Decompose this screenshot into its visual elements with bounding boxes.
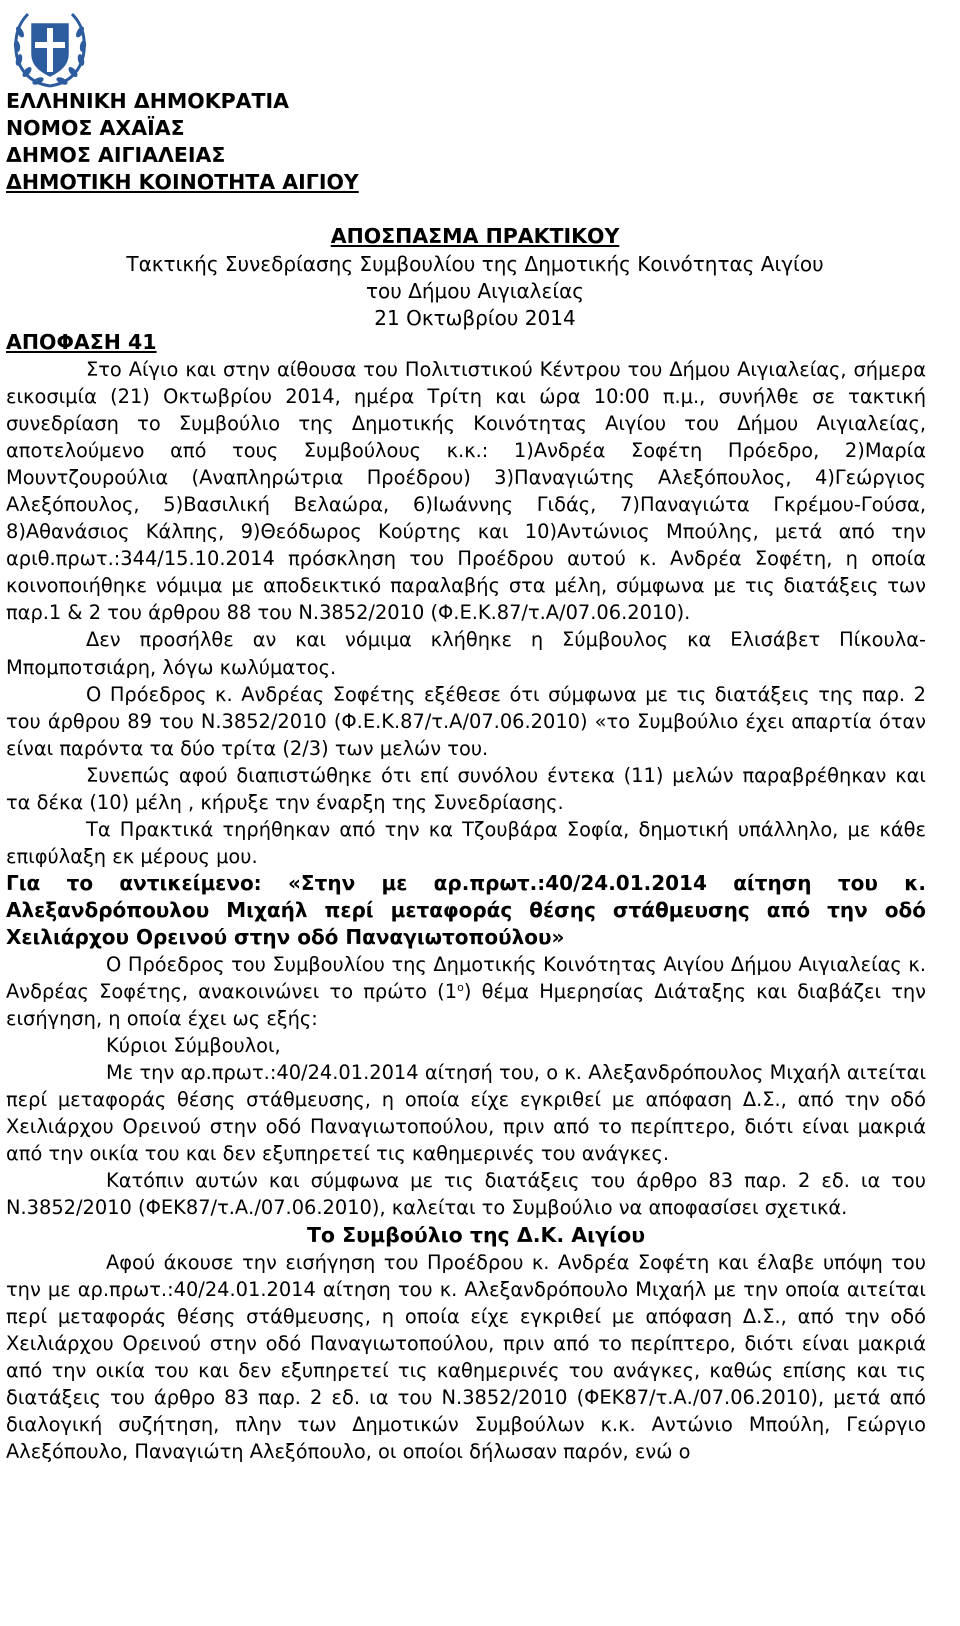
announcement-text-b: ) θέμα Ημερησίας Διάταξης και διαβάζει την εισήγηση, η οποία έχει ως εξής:: [6, 980, 927, 1031]
minutes-paragraph: Τα Πρακτικά τηρήθηκαν από την κα Τζουβάρα Σοφία, δημοτική υπάλληλο, με κάθε επιφύλαξη εκ μέρους μου.: [6, 817, 926, 868]
document-body: [6, 356, 926, 1465]
header-municipality: ΔΗΜΟΣ ΑΙΓΙΑΛΕΙΑΣ: [6, 143, 226, 167]
header-community: ΔΗΜΟΤΙΚΗ ΚΟΙΝΟΤΗΤΑ ΑΙΓΙΟΥ: [6, 170, 359, 194]
request-paragraph: Με την αρ.πρωτ.:40/24.01.2014 αίτησή του, ο κ. Αλεξανδρόπουλος Μιχαήλ αιτείται περί μεταφοράς θέσης στάθμευσης, η οποία είχε εγκριθεί με απόφαση Δ.Σ., από την οδό Χειλιάρχου Ορεινού στην οδό Παναγιωτοπούλου, πριν από το περίπτερο, διότι είναι μακριά από την οικία του και δεν εξυπηρετεί τις καθημερινές του ανάγκες.: [6, 1061, 926, 1166]
proposal-paragraph: Κατόπιν αυτών και σύμφωνα με τις διατάξεις του άρθρο 83 παρ. 2 εδ. ια του Ν.3852/2010 (ΦΕΚ87/τ.Α./07.06.2010), καλείται το Συμβούλιο να αποφασίσει σχετικά.: [6, 1169, 926, 1220]
meeting-municipality: του Δήμου Αιγιαλείας: [365, 279, 585, 303]
council-heading: Το Συμβούλιο της Δ.Κ. Αιγίου: [306, 1222, 646, 1247]
announcement-text-a: Ο Πρόεδρος του Συμβουλίου της Δημοτικής Κοινότητας Αιγίου Δήμου Αιγιαλείας κ. Ανδρέας Σοφέτης, ανακοινώνει το πρώτο (1: [6, 953, 926, 1004]
ordinal-superscript: ο: [457, 981, 464, 995]
quorum-paragraph: Ο Πρόεδρος κ. Ανδρέας Σοφέτης εξέθεσε ότι σύμφωνα με τις διατάξεις της παρ. 2 του άρθρου 89 του Ν.3852/2010 (Φ.Ε.Κ.87/τ.Α/07.06.2010) «το Συμβούλιο έχει απαρτία όταν είναι παρόντα τα δύο τρίτα (2/3) των μελών του.: [6, 682, 926, 760]
salutation: Κύριοι Σύμβουλοι,: [106, 1034, 281, 1058]
header-republic: ΕΛΛΗΝΙΚΗ ΔΗΜΟΚΡΑΤΙΑ: [6, 89, 289, 113]
issuing-authority: [6, 88, 359, 196]
meeting-date: 21 Οκτωβρίου 2014: [374, 306, 576, 330]
meeting-type: Τακτικής Συνεδρίασης Συμβουλίου της Δημοτικής Κοινότητας Αιγίου: [126, 252, 824, 276]
document-title: ΑΠΟΣΠΑΣΜΑ ΠΡΑΚΤΙΚΟΥ: [330, 224, 620, 248]
header-prefecture: ΝΟΜΟΣ ΑΧΑΪΑΣ: [6, 116, 185, 140]
opening-paragraph: Στο Αίγιο και στην αίθουσα του Πολιτιστικού Κέντρου του Δήμου Αιγιαλείας, σήμερα εικοσιμία (21) Οκτωβρίου 2014, ημέρα Τρίτη και ώρα 10:00 π.μ., συνήλθε σε τακτική συνεδρίαση το Συμβούλιο της Δημοτικής Κοινότητας Αιγίου του Δήμου Αιγιαλείας, αποτελούμενο από τους Συμβούλους κ.κ.: 1)Ανδρέα Σοφέτη Πρόεδρο, 2)Μαρία Μουντζουρούλια (Αναπληρώτρια Προέδρου) 3)Παναγιώτης Αλεξόπουλος, 4)Γεώργιος Αλεξόπουλος, 5)Βασιλική Βελαώρα, 6)Ιωάννης Γιδάς, 7)Παναγιώτα Γκρέμου-Γούσα, 8)Αθανάσιος Κάλπης, 9)Θεόδωρος Κούρτης και 10)Αντώνιος Μπούλης, μετά από την αριθ.πρωτ.:344/15.10.2014 πρόσκληση του Προέδρου αυτού κ. Ανδρέα Σοφέτη, η οποία κοινοποιήθηκε νόμιμα με αποδεικτικό παραλαβής στα μέλη, σύμφωνα με τις διατάξεις των παρ.1 & 2 του άρθρου 88 του Ν.3852/2010 (Φ.Ε.Κ.87/τ.Α/07.06.2010).: [6, 358, 926, 625]
absence-paragraph: Δεν προσήλθε αν και νόμιμα κλήθηκε η Σύμβουλος κα Ελισάβετ Πίκουλα-Μπομποτσιάρη, λόγω κωλύματος.: [6, 628, 926, 679]
president-announcement: [6, 951, 926, 1032]
attendance-paragraph: Συνεπώς αφού διαπιστώθηκε ότι επί συνόλου έντεκα (11) μελών παραβρέθηκαν και τα δέκα (10) μέλη , κήρυξε την έναρξη της Συνεδρίασης.: [6, 763, 926, 814]
decision-number: ΑΠΟΦΑΣΗ 41: [6, 330, 157, 354]
decision-paragraph: Αφού άκουσε την εισήγηση του Προέδρου κ. Ανδρέα Σοφέτη και έλαβε υπόψη του την με αρ.πρωτ.:40/24.01.2014 αίτηση του κ. Αλεξανδρόπουλο Μιχαήλ με την οποία αιτείται περί μεταφοράς θέσης στάθμευσης, η οποία είχε εγκριθεί με απόφαση Δ.Σ., από την οδό Χειλιάρχου Ορεινού στην οδό Παναγιωτοπούλου, πριν από το περίπτερο, διότι είναι μακριά από την οικία του και δεν εξυπηρετεί τις καθημερινές του ανάγκες, καθώς επίσης και τις διατάξεις του άρθρο 83 παρ. 2 εδ. ια του Ν.3852/2010 (ΦΕΚ87/τ.Α./07.06.2010), μετά από διαλογική συζήτηση, πλην των Δημοτικών Συμβούλων κ.κ. Αντώνιο Μπούλη, Γεώργιο Αλεξόπουλο, Παναγιώτη Αλεξόπουλο, οι οποίοι δήλωσαν παρόν, ενώ ο: [6, 1250, 926, 1463]
greek-coat-of-arms-icon: [6, 4, 94, 92]
subject-paragraph: Για το αντικείμενο: «Στην με αρ.πρωτ.:40/24.01.2014 αίτηση του κ. Αλεξανδρόπουλου Μιχαήλ περί μεταφοράς θέσης στάθμευσης από την οδό Χειλιάρχου Ορεινού στην οδό Παναγιωτοπούλου»: [6, 870, 926, 949]
